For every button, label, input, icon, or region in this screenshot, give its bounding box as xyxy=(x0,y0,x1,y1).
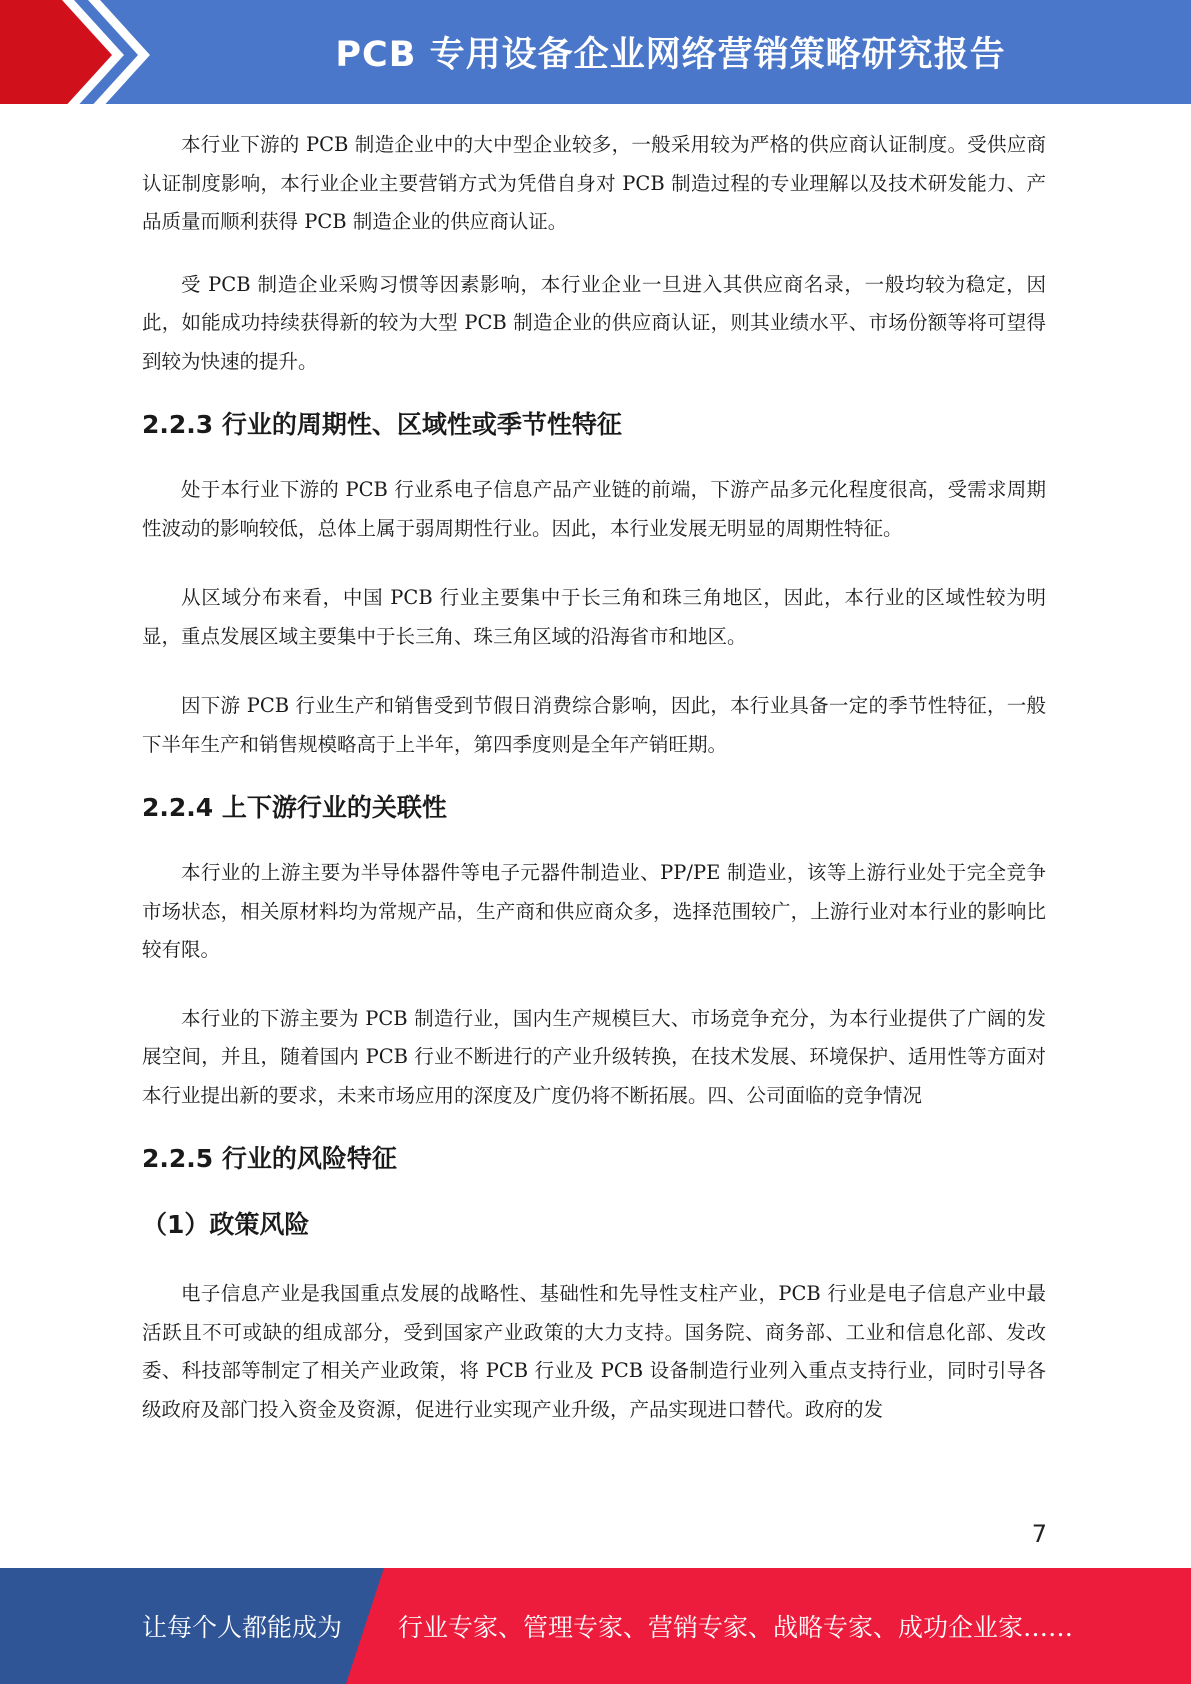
paragraph: 本行业的上游主要为半导体器件等电子元器件制造业、PP/PE 制造业，该等上游行业处于完全竞争市场状态，相关原材料均为常规产品，生产商和供应商众多，选择范围较广，上游行业对本行业的影响比较有限。 xyxy=(142,861,1046,961)
footer-slogan-left: 让每个人都能成为 xyxy=(142,1613,343,1642)
document-body xyxy=(142,126,1046,1429)
paragraph: 受 PCB 制造企业采购习惯等因素影响，本行业企业一旦进入其供应商名录，一般均较为稳定，因此，如能成功持续获得新的较为大型 PCB 制造企业的供应商认证，则其业绩水平、市场份额等将可望得到较为快速的提升。 xyxy=(142,272,1046,373)
page-header xyxy=(0,0,1191,110)
paragraph: 从区域分布来看，中国 PCB 行业主要集中于长三角和珠三角地区，因此，本行业的区域性较为明显，重点发展区域主要集中于长三角、珠三角区域的沿海省市和地区。 xyxy=(142,586,1046,648)
report-title: PCB 专用设备企业网络营销策略研究报告 xyxy=(335,35,1006,75)
section-heading-2-2-4: 2.2.4 上下游行业的关联性 xyxy=(142,793,447,822)
paragraph: 本行业下游的 PCB 制造企业中的大中型企业较多，一般采用较为严格的供应商认证制度。受供应商认证制度影响，本行业企业主要营销方式为凭借自身对 PCB 制造过程的专业理解以及技术研发能力、产品质量而顺利获得 PCB 制造企业的供应商认证。 xyxy=(142,133,1046,233)
page-footer xyxy=(0,1568,1191,1684)
paragraph: 因下游 PCB 行业生产和销售受到节假日消费综合影响，因此，本行业具备一定的季节性特征，一般下半年生产和销售规模略高于上半年，第四季度则是全年产销旺期。 xyxy=(142,694,1046,756)
paragraph: 处于本行业下游的 PCB 行业系电子信息产品产业链的前端，下游产品多元化程度很高，受需求周期性波动的影响较低，总体上属于弱周期性行业。因此，本行业发展无明显的周期性特征。 xyxy=(142,478,1046,540)
paragraph: 本行业的下游主要为 PCB 制造行业，国内生产规模巨大、市场竞争充分，为本行业提供了广阔的发展空间，并且，随着国内 PCB 行业不断进行的产业升级转换，在技术发展、环境保护、适用性等方面对本行业提出新的要求，未来市场应用的深度及广度仍将不断拓展。四、公司面临的竞争情况 xyxy=(142,1006,1046,1107)
page-number: 7 xyxy=(1031,1520,1047,1548)
section-heading-2-2-3: 2.2.3 行业的周期性、区域性或季节性特征 xyxy=(142,410,622,439)
subheading-policy-risk: （1）政策风险 xyxy=(142,1210,310,1239)
footer-slogan-right: 行业专家、管理专家、营销专家、战略专家、成功企业家…… xyxy=(398,1613,1074,1642)
paragraph: 电子信息产业是我国重点发展的战略性、基础性和先导性支柱产业，PCB 行业是电子信息产业中最活跃且不可或缺的组成部分，受到国家产业政策的大力支持。国务院、商务部、工业和信息化部、发改委、科技部等制定了相关产业政策，将 PCB 行业及 PCB 设备制造行业列入重点支持行业，同时引导各级政府及部门投入资金及资源，促进行业实现产业升级，产品实现进口替代。政府的发 xyxy=(142,1282,1046,1421)
section-heading-2-2-5: 2.2.5 行业的风险特征 xyxy=(142,1144,397,1173)
